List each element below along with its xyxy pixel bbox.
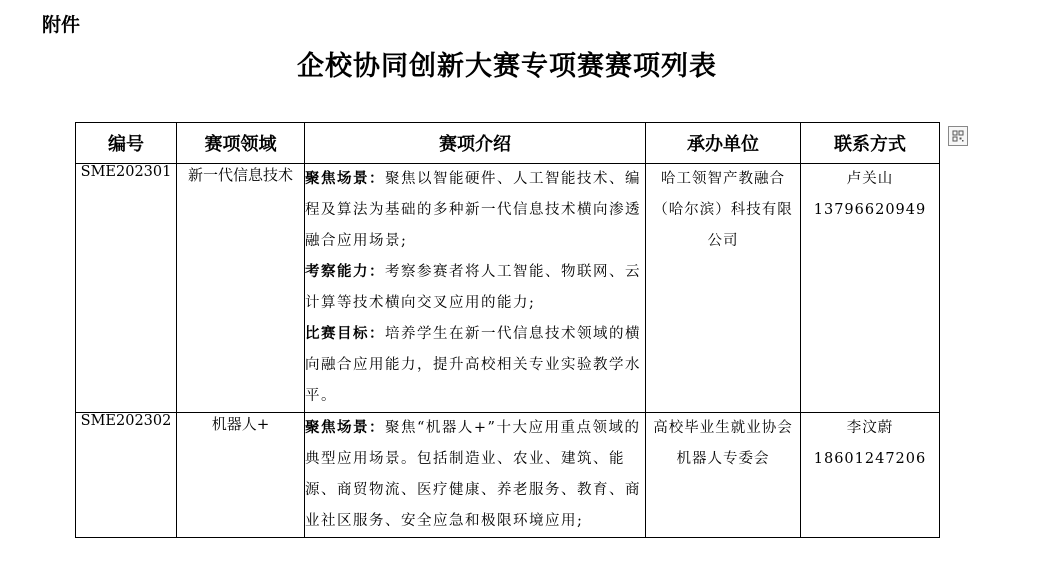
contact-phone: 18601247206 — [813, 451, 927, 467]
competition-table — [75, 122, 940, 538]
item-contact — [801, 413, 940, 538]
contact-name: 李汶蔚 — [846, 420, 894, 436]
contact-name: 卢关山 — [846, 171, 894, 187]
item-organizer: 哈工领智产教融合（哈尔滨）科技有限公司 — [646, 164, 801, 413]
qr-code-glyph-icon — [952, 130, 964, 142]
item-organizer: 高校毕业生就业协会机器人专委会 — [646, 413, 801, 538]
intro-paragraph — [305, 164, 645, 257]
qr-code-icon[interactable] — [948, 126, 968, 146]
item-domain: 新一代信息技术 — [177, 164, 305, 413]
item-intro — [305, 164, 646, 413]
header-organizer: 承办单位 — [646, 123, 801, 164]
contact-phone: 13796620949 — [813, 202, 927, 218]
intro-label: 聚焦场景： — [305, 171, 385, 187]
header-code: 编号 — [76, 123, 177, 164]
intro-text: 聚焦“机器人+”十大应用重点领域的典型应用场景。包括制造业、农业、建筑、能源、商贸物流、医疗健康、养老服务、教育、商业社区服务、安全应急和极限环境应用; — [305, 420, 641, 529]
intro-text: 培养学生在新一代信息技术领域的横向融合应用能力，提升高校相关专业实验教学水平。 — [305, 326, 641, 404]
table-header-row — [76, 123, 940, 164]
attachment-label: 附件 — [42, 14, 81, 36]
intro-label: 聚焦场景： — [305, 420, 385, 436]
item-domain: 机器人+ — [177, 413, 305, 538]
intro-paragraph — [305, 413, 645, 537]
intro-paragraph — [305, 257, 645, 319]
intro-paragraph — [305, 319, 645, 412]
intro-text: 考察参赛者将人工智能、物联网、云计算等技术横向交叉应用的能力; — [305, 264, 641, 311]
intro-label: 考察能力： — [305, 264, 385, 280]
item-contact — [801, 164, 940, 413]
item-intro — [305, 413, 646, 538]
item-code: SME202301 — [76, 164, 177, 413]
header-intro: 赛项介绍 — [305, 123, 646, 164]
table-row — [76, 164, 940, 413]
page-title: 企校协同创新大赛专项赛赛项列表 — [297, 51, 717, 82]
table-row — [76, 413, 940, 538]
intro-text: 聚焦以智能硬件、人工智能技术、编程及算法为基础的多种新一代信息技术横向渗透融合应用场景; — [305, 171, 641, 249]
intro-label: 比赛目标： — [305, 326, 385, 342]
header-domain: 赛项领域 — [177, 123, 305, 164]
header-contact: 联系方式 — [801, 123, 940, 164]
item-code: SME202302 — [76, 413, 177, 538]
